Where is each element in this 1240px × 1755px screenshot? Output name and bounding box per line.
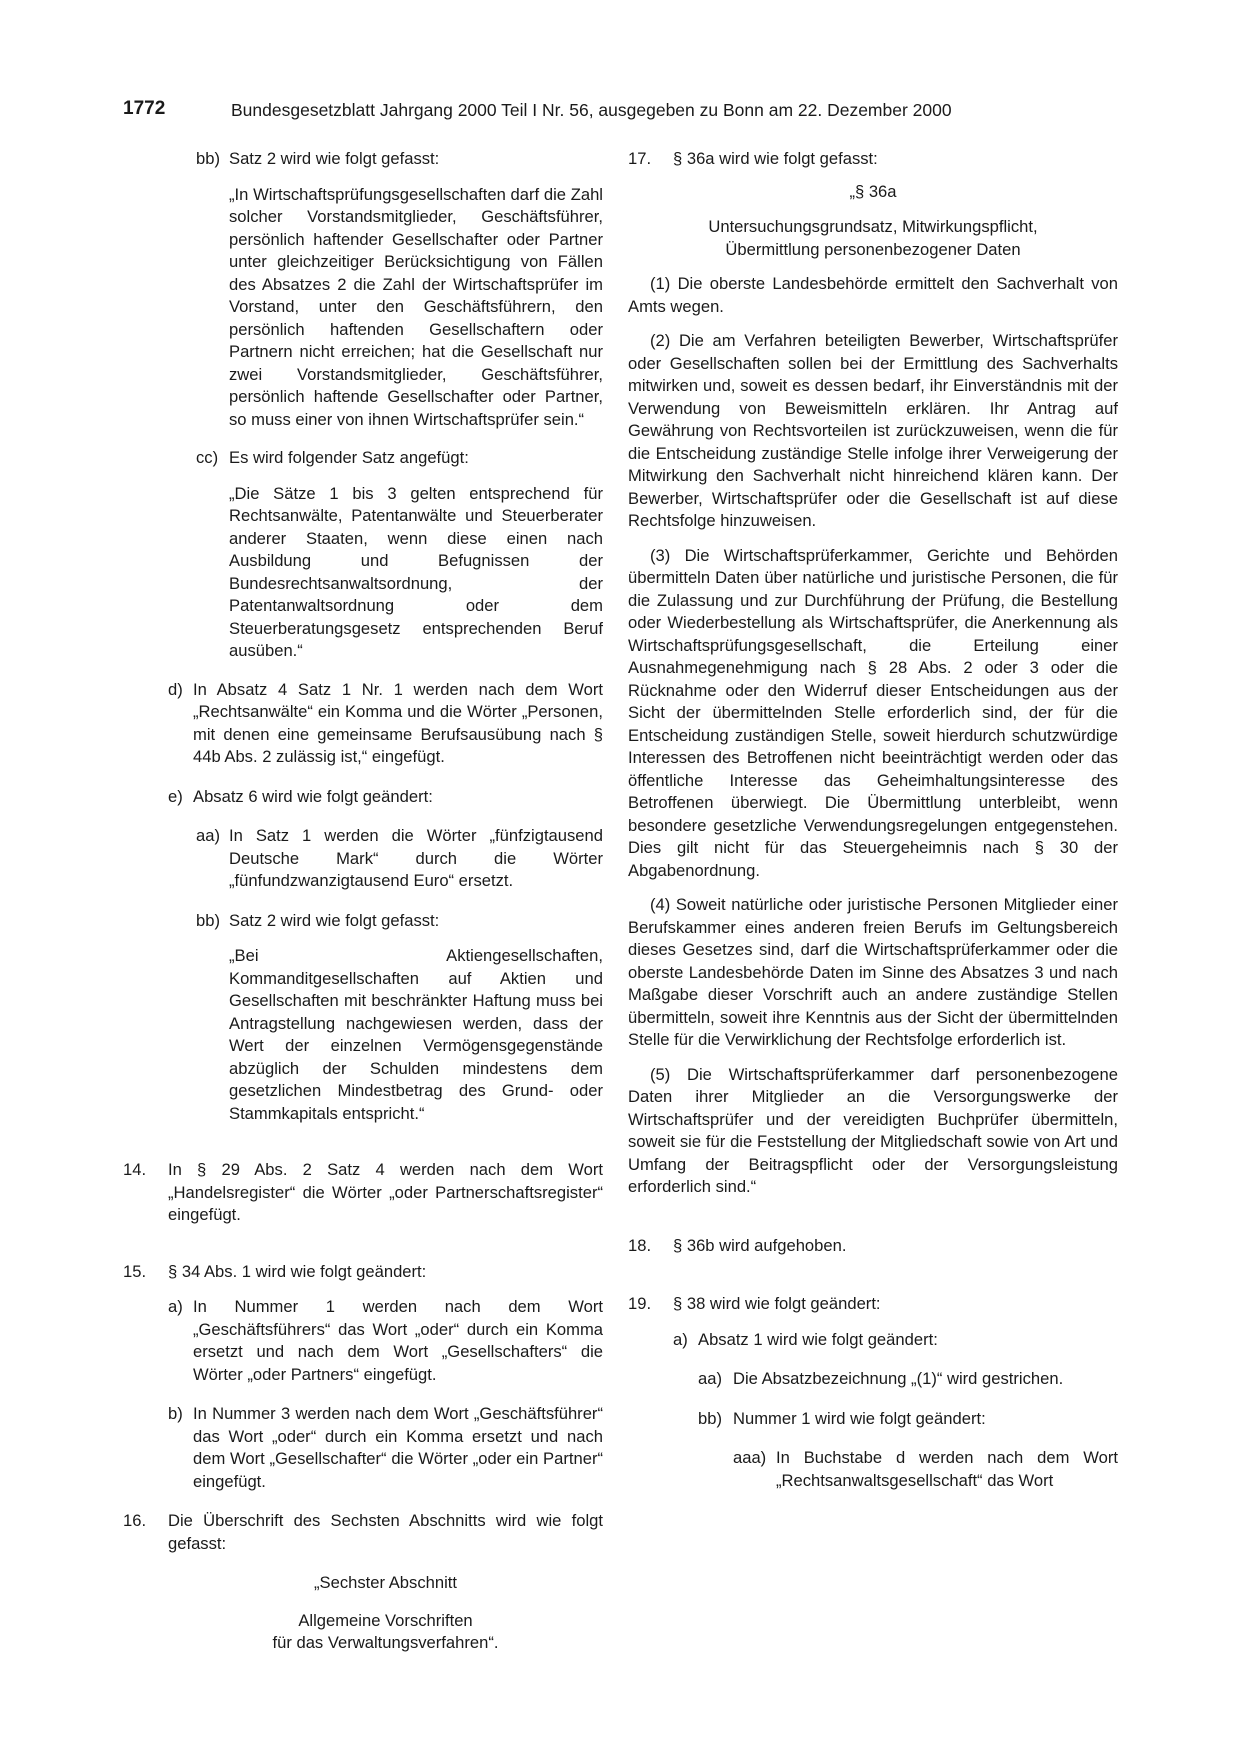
- item-label: 17.: [628, 149, 652, 168]
- item-text: In Nummer 1 werden nach dem Wort „Geschäftsführers“ das Wort „oder“ durch ein Komma ersetzt und nach dem Wort „Gesellschafters“ die Wörter „oder Partners“ eingefügt.: [193, 1297, 603, 1384]
- item-label: d): [168, 679, 183, 699]
- item-label: 15.: [123, 1261, 147, 1281]
- item-15-a: [168, 1296, 603, 1386]
- item-text: Nummer 1 wird wie folgt geändert:: [733, 1408, 986, 1428]
- item-15-b: [168, 1403, 603, 1493]
- item-cc: [196, 447, 603, 470]
- item-text: § 38 wird wie folgt geändert:: [673, 1294, 881, 1313]
- right-column: [628, 148, 1118, 1492]
- item-text: Es wird folgender Satz angefügt:: [229, 448, 469, 467]
- item-14: [123, 1159, 603, 1227]
- item-text: In Nummer 3 werden nach dem Wort „Geschäftsführer“ das Wort „oder“ durch ein Komma ersetzt und nach dem Wort „Gesellschafter“ die Wörter „oder ein Partner“ eingefügt.: [193, 1404, 603, 1491]
- item-bb-satz2: [196, 148, 603, 171]
- subsection-5: (5) Die Wirtschaftsprüferkammer darf personenbezogene Daten ihrer Mitglieder an die Versorgungswerke der Wirtschaftsprüfer und der vereidigten Buchprüfer übermitteln, soweit sie für die Feststellung der Mitgliedschaft sowie von Art und Umfang der Beitragspflicht oder der Versorgungsleistung erforderlich sind.“: [628, 1064, 1118, 1196]
- page-number: 1772: [123, 98, 166, 119]
- item-label: bb): [698, 1408, 722, 1428]
- left-column: [123, 148, 603, 1655]
- item-text: In § 29 Abs. 2 Satz 4 werden nach dem Wort „Handelsregister“ die Wörter „oder Partnerschaftsregister“ eingefügt.: [168, 1160, 603, 1224]
- subsection-2: (2) Die am Verfahren beteiligten Bewerber, Wirtschaftsprüfer oder Gesellschaften sollen bei der Ermittlung des Sachverhalts mitwirken und, soweit es dessen bedarf, ihr Einverständnis mit der Verwendung von Beweismitteln erklären. Ihr Antrag auf Gewährung von Rechtsvorteilen ist zurückzuweisen, wenn die für die Entscheidung zuständige Stelle infolge ihrer Verweigerung der Mitwirkung den Sachverhalt nicht hinreichend klären kann. Der Bewerber, Wirtschaftsprüfer oder die Gesellschaft ist auf diese Rechtsfolge hinzuweisen.: [628, 331, 1118, 530]
- item-19-a: [673, 1329, 1118, 1352]
- subsection-1: (1) Die oberste Landesbehörde ermittelt den Sachverhalt von Amts wegen.: [628, 274, 1118, 316]
- item-19-a-bb-aaa: [733, 1447, 1118, 1492]
- item-e-bb: [196, 910, 603, 933]
- item-label: 18.: [628, 1235, 652, 1255]
- paragraph-title-line: Übermittlung personenbezogener Daten: [725, 239, 1021, 259]
- item-15: [123, 1261, 603, 1284]
- item-text: § 36a wird wie folgt gefasst:: [673, 149, 878, 168]
- item-label: a): [168, 1297, 183, 1316]
- section-title-line: Allgemeine Vorschriften: [298, 1610, 473, 1630]
- item-19-a-bb: [698, 1408, 1118, 1431]
- item-text: Absatz 1 wird wie folgt geändert:: [698, 1329, 938, 1349]
- item-d: [168, 679, 603, 769]
- item-text: Satz 2 wird wie folgt gefasst:: [229, 149, 440, 168]
- quoted-text: „Die Sätze 1 bis 3 gelten entsprechend für Rechtsanwälte, Patentanwälte und Steuerberater anderer Staaten, wenn diese einen nach Ausbildung und Befugnissen der Bundesrechtsanwaltsordnung, der Patentanwaltsordnung oder dem Steuerberatungsgesetz entsprechenden Beruf ausüben.“: [229, 483, 603, 660]
- item-label: b): [168, 1404, 183, 1423]
- item-text: In Absatz 4 Satz 1 Nr. 1 werden nach dem Wort „Rechtsanwälte“ ein Komma und die Wörter „Personen, mit denen eine gemeinsame Berufsausübung nach § 44b Abs. 2 zulässig ist,“ eingefügt.: [193, 679, 603, 766]
- item-text: § 36b wird aufgehoben.: [673, 1235, 847, 1255]
- item-label: aaa): [733, 1448, 767, 1467]
- item-label: aa): [698, 1369, 722, 1388]
- subsection-4: (4) Soweit natürliche oder juristische Personen Mitglieder einer Berufskammer eines anderen freien Berufs im Geltungsbereich dieses Gesetzes sind, darf die Wirtschaftsprüferkammer oder die oberste Landesbehörde Daten im Sinne des Absatzes 3 und nach Maßgabe dieser Vorschrift auch an andere zuständige Stellen übermitteln, soweit ihre Kenntnis aus der Sicht der übermittelnden Stelle für die Verwirklichung der Rechtsfolge erforderlich ist.: [628, 895, 1118, 1049]
- item-text: Die Überschrift des Sechsten Abschnitts wird wie folgt gefasst:: [168, 1511, 603, 1553]
- item-label: bb): [196, 910, 220, 930]
- section-title-line: für das Verwaltungsverfahren“.: [272, 1633, 499, 1652]
- item-text: In Buchstabe d werden nach dem Wort „Rechtsanwaltsgesellschaft“ das Wort: [776, 1448, 1118, 1490]
- item-e-aa: [196, 825, 603, 893]
- item-label: cc): [196, 448, 219, 467]
- page-header: [123, 98, 1014, 124]
- item-e: [168, 786, 603, 809]
- section-heading: „Sechster Abschnitt: [314, 1573, 457, 1592]
- item-16: [123, 1510, 603, 1555]
- gazette-title: Bundesgesetzblatt Jahrgang 2000 Teil I Nr. 56, ausgegeben zu Bonn am 22. Dezember 2000: [231, 100, 952, 120]
- item-text: § 34 Abs. 1 wird wie folgt geändert:: [168, 1261, 427, 1281]
- item-label: bb): [196, 149, 220, 168]
- item-text: Absatz 6 wird wie folgt geändert:: [193, 786, 433, 806]
- item-19: [628, 1293, 1118, 1316]
- item-18: [628, 1235, 1118, 1258]
- item-label: e): [168, 786, 183, 806]
- item-17: [628, 148, 1118, 171]
- paragraph-number: „§ 36a: [849, 181, 897, 201]
- section-title: [168, 1610, 603, 1655]
- item-text: Die Absatzbezeichnung „(1)“ wird gestrichen.: [733, 1369, 1064, 1388]
- subsection-3: (3) Die Wirtschaftsprüferkammer, Gerichte und Behörden übermitteln Daten über natürliche und juristische Personen, die für die Zulassung und zur Durchführung der Prüfung, die Bestellung oder Wiederbestellung als Wirtschaftsprüfer, die Anerkennung als Wirtschaftsprüfungsgesellschaft, die Erteilung einer Ausnahmegenehmigung nach § 28 Abs. 2 oder 3 oder die Rücknahme oder den Widerruf dieser Entscheidungen aus der Sicht der übermittelnden Stelle erforderlich sind, der für die Entscheidung zuständigen Stelle, soweit hierdurch schutzwürdige Interessen des Betroffenen nicht beeinträchtigt werden oder das öffentliche Interesse das Geheimhaltungsinteresse des Betroffenen überwiegt. Die Übermittlung unterbleibt, wenn besondere gesetzliche Verwendungsregelungen entgegenstehen. Dies gilt nicht für das Steuergeheimnis nach § 30 der Abgabenordnung.: [628, 545, 1118, 880]
- item-19-a-aa: [698, 1368, 1118, 1391]
- paragraph-title: [628, 216, 1118, 261]
- item-label: a): [673, 1329, 688, 1349]
- quoted-text: „In Wirtschaftsprüfungsgesellschaften darf die Zahl solcher Vorstandsmitglieder, Geschäftsführer, persönlich haftender Gesellschafter oder Partner unter gleichzeitiger Berücksichtigung von Fällen des Absatzes 2 die Zahl der Wirtschaftsprüfer im Vorstand, unter den Geschäftsführern, den persönlich haftenden Gesellschaftern oder Partnern nicht erreichen; hat die Gesellschaft nur zwei Vorstandsmitglieder, Geschäftsführer, persönlich haftende Gesellschafter oder Partner, so muss einer von ihnen Wirtschaftsprüfer sein.“: [229, 184, 603, 429]
- item-label: 16.: [123, 1511, 147, 1530]
- item-label: 14.: [123, 1160, 147, 1179]
- item-label: aa): [196, 826, 220, 845]
- item-label: 19.: [628, 1294, 652, 1313]
- quoted-text: „Bei Aktiengesellschaften, Kommanditgesellschaften auf Aktien und Gesellschaften mit beschränkter Haftung muss bei Antragstellung nachgewiesen werden, dass der Wert der einzelnen Vermögensgegenstände abzüglich der Schulden mindestens dem gesetzlichen Mindestbetrag des Grund- oder Stammkapitals entspricht.“: [229, 946, 603, 1123]
- item-text: Satz 2 wird wie folgt gefasst:: [229, 910, 440, 930]
- paragraph-title-line: Untersuchungsgrundsatz, Mitwirkungspflicht,: [708, 217, 1038, 236]
- item-text: In Satz 1 werden die Wörter „fünfzigtausend Deutsche Mark“ durch die Wörter „fünfundzwanzigtausend Euro“ ersetzt.: [229, 826, 603, 890]
